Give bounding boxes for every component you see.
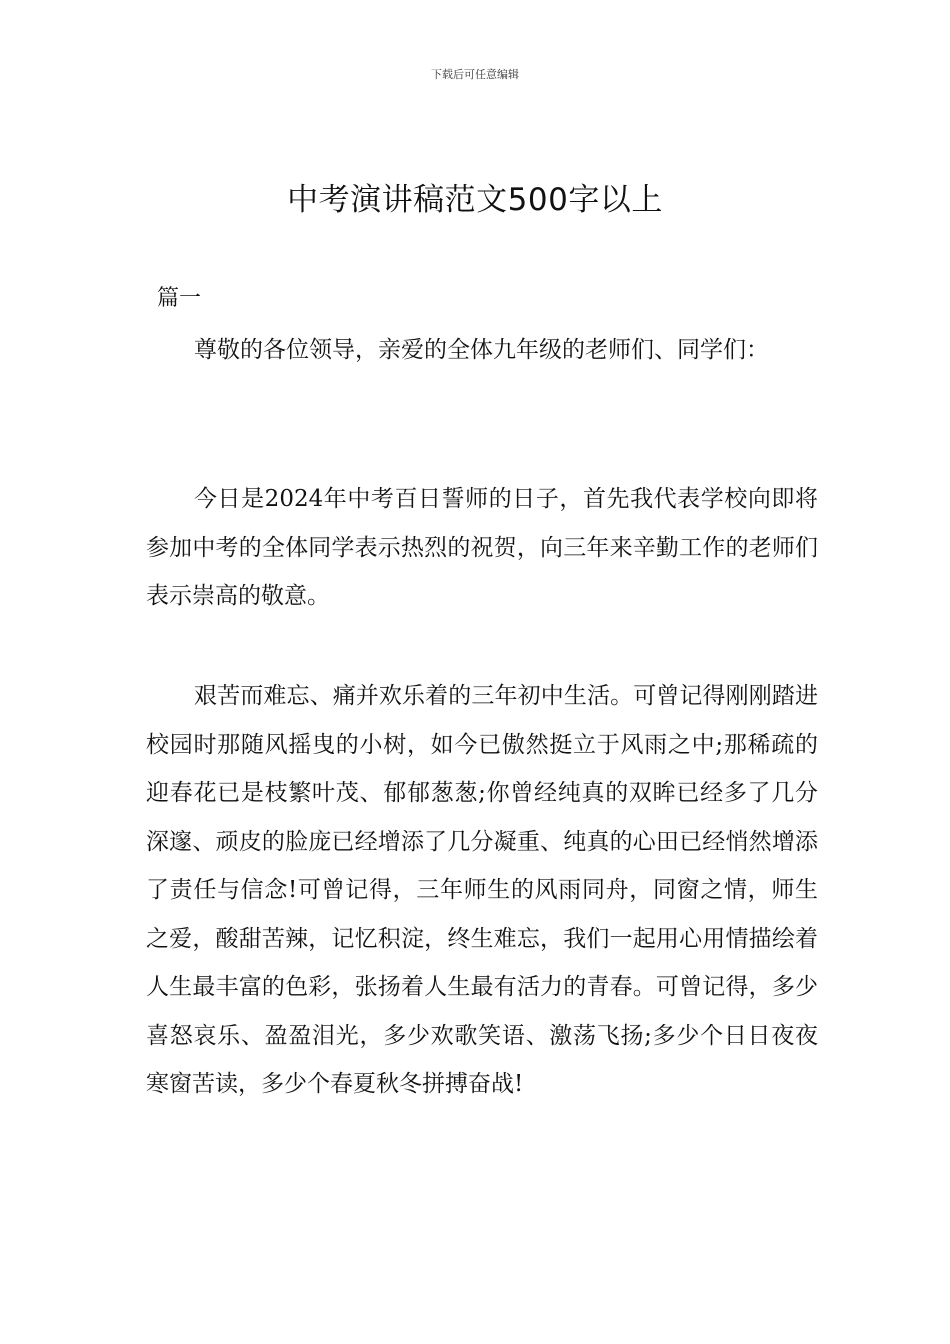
paragraph-memories: 艰苦而难忘、痛并欢乐着的三年初中生活。可曾记得刚刚踏进校园时那随风摇曳的小树，如今已傲然挺立于风雨之中;那稀疏的迎春花已是枝繁叶茂、郁郁葱葱;你曾经纯真的双眸已经多了几分深邃、顽皮的脸庞已经增添了几分凝重、纯真的心田已经悄然增添了责任与信念!可曾记得，三年师生的风雨同舟，同窗之情，师生之爱，酸甜苦辣，记忆积淀，终生难忘，我们一起用心用情描绘着人生最丰富的色彩，张扬着人生最有活力的青春。可曾记得，多少喜怒哀乐、盈盈泪光，多少欢歌笑语、激荡飞扬;多少个日日夜夜寒窗苦读，多少个春夏秋冬拼搏奋战! xyxy=(146,683,818,1097)
paragraph-intro: 今日是2024年中考百日誓师的日子，首先我代表学校向即将参加中考的全体同学表示热烈的祝贺，向三年来辛勤工作的老师们表示崇高的敬意。 xyxy=(146,486,818,609)
page-header-note: 下载后可任意编辑 xyxy=(431,68,519,81)
section-label: 篇一 xyxy=(157,286,202,311)
document-title: 中考演讲稿范文500字以上 xyxy=(287,182,663,218)
paragraph-greeting: 尊敬的各位领导，亲爱的全体九年级的老师们、同学们： xyxy=(194,337,769,363)
